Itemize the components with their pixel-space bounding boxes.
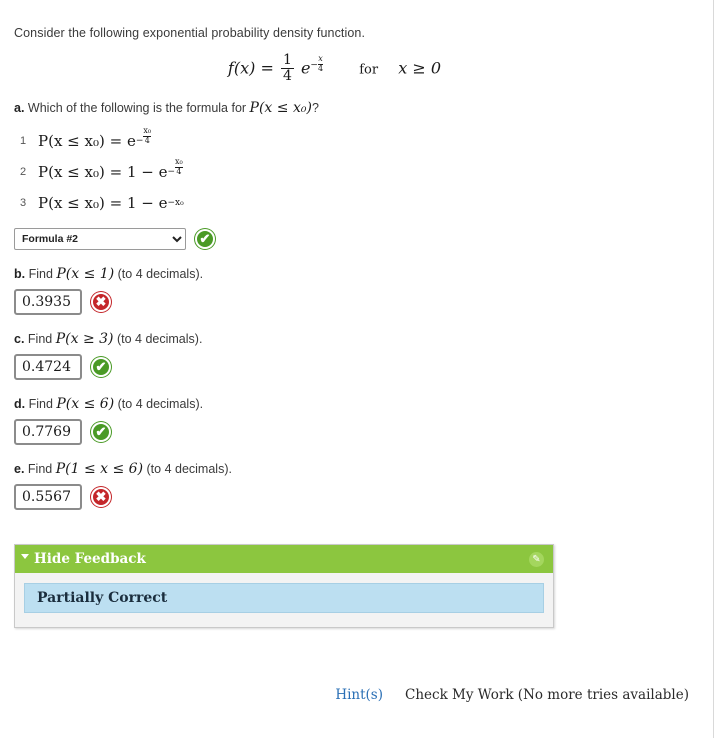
pencil-icon[interactable]: ✎ [529, 552, 544, 567]
formula-option-3-index: 3 [20, 197, 27, 210]
part-c-prompt [14, 331, 699, 347]
part-b-label: b. [14, 267, 26, 282]
part-e-answer-input[interactable] [14, 484, 82, 510]
footer-actions [335, 687, 689, 703]
formula-option-2-lhs: P(x ≤ x₀) = 1 − [38, 163, 154, 182]
formula-option-1-exponent-denominator: 4 [144, 135, 150, 145]
part-e-incorrect-icon: ✖ [91, 487, 111, 507]
formula-option-3 [20, 194, 699, 212]
formula-answer-row [14, 228, 699, 250]
part-c-answer-input[interactable] [14, 354, 82, 380]
feedback-header[interactable] [15, 545, 553, 573]
part-c-correct-icon: ✔ [91, 357, 111, 377]
part-d-text-after: (to 4 decimals). [114, 397, 204, 412]
part-a-text: Which of the following is the formula for [27, 101, 250, 116]
feedback-body [15, 573, 553, 627]
pdf-coefficient-numerator: 1 [282, 52, 292, 68]
part-c-text-after: (to 4 decimals). [113, 332, 203, 347]
part-a-expression: P(x ≤ x₀) [249, 100, 312, 117]
formula-option-2 [20, 157, 699, 182]
part-d-text-before: Find [28, 397, 57, 412]
part-d-correct-icon: ✔ [91, 422, 111, 442]
formula-options-list [20, 126, 699, 213]
part-a-label: a. [14, 101, 25, 116]
formula-option-2-exponent-denominator: 4 [176, 166, 182, 176]
question-intro: Consider the following exponential probability density function. [14, 26, 366, 40]
pdf-e: e [300, 58, 311, 78]
pdf-exponent-numerator: x [318, 54, 323, 64]
part-e-label: e. [14, 462, 25, 477]
formula-option-1 [20, 126, 699, 151]
part-e-expression: P(1 ≤ x ≤ 6) [55, 461, 144, 478]
caret-down-icon [21, 554, 29, 559]
formula-option-1-base: e [126, 132, 136, 151]
part-b-text-before: Find [28, 267, 57, 282]
formula-option-2-exponent [175, 158, 183, 176]
formula-option-1-exponent-numerator: x₀ [143, 126, 152, 136]
pdf-exponent-minus: − [310, 60, 318, 71]
feedback-panel [14, 544, 554, 628]
part-d-expression: P(x ≤ 6) [56, 396, 115, 413]
formula-option-2-index: 2 [20, 166, 27, 179]
part-d-label: d. [14, 397, 26, 412]
part-c-label: c. [14, 332, 25, 347]
part-b-prompt [14, 266, 699, 282]
pdf-for-label: for [359, 62, 379, 78]
formula-select[interactable] [14, 228, 186, 250]
pdf-coefficient [281, 53, 294, 83]
part-b-incorrect-icon: ✖ [91, 292, 111, 312]
feedback-title: Hide Feedback [34, 551, 146, 568]
check-my-work-label: Check My Work (No more tries available) [405, 687, 689, 703]
part-b-answer-input[interactable] [14, 289, 82, 315]
part-c-answer-row [14, 354, 699, 380]
formula-option-3-exponent-numerator: x₀ [175, 198, 184, 209]
formula-select-correct-icon: ✔ [195, 229, 215, 249]
pdf-domain: x ≥ 0 [398, 58, 442, 78]
part-a-suffix: ? [311, 101, 319, 116]
part-c-expression: P(x ≥ 3) [55, 331, 114, 348]
formula-option-1-lhs: P(x ≤ x₀) = [38, 132, 123, 151]
part-b-expression: P(x ≤ 1) [56, 266, 115, 283]
feedback-toggle[interactable] [21, 551, 146, 567]
formula-option-3-exponent-sign: − [167, 198, 176, 209]
pdf-formula [0, 54, 677, 84]
formula-option-2-base: e [158, 163, 168, 182]
part-b-answer-row [14, 289, 699, 315]
formula-option-2-exponent-sign: − [167, 167, 176, 178]
formula-option-3-base: e [158, 194, 168, 213]
part-e-text-after: (to 4 decimals). [143, 462, 232, 477]
part-d-answer-input[interactable] [14, 419, 82, 445]
part-a-prompt [14, 100, 699, 116]
part-c-text-before: Find [27, 332, 56, 347]
pdf-exponent [318, 55, 323, 73]
part-e-prompt [14, 461, 699, 477]
part-e-answer-row [14, 484, 699, 510]
formula-option-1-exponent [143, 127, 151, 145]
part-d-answer-row [14, 419, 699, 445]
formula-option-1-index: 1 [20, 135, 27, 148]
part-b-text-after: (to 4 decimals). [114, 267, 204, 282]
pdf-lhs: f(x) = [227, 58, 274, 78]
formula-option-3-lhs: P(x ≤ x₀) = 1 − [38, 194, 154, 213]
pdf-exponent-denominator: 4 [317, 63, 324, 73]
hints-link[interactable]: Hint(s) [335, 687, 383, 703]
formula-option-1-exponent-sign: − [135, 136, 144, 147]
formula-option-2-exponent-numerator: x₀ [175, 157, 183, 167]
pdf-coefficient-denominator: 4 [282, 67, 292, 84]
status-badge: Partially Correct [24, 583, 544, 613]
part-e-text-before: Find [27, 462, 56, 477]
part-d-prompt [14, 396, 699, 412]
